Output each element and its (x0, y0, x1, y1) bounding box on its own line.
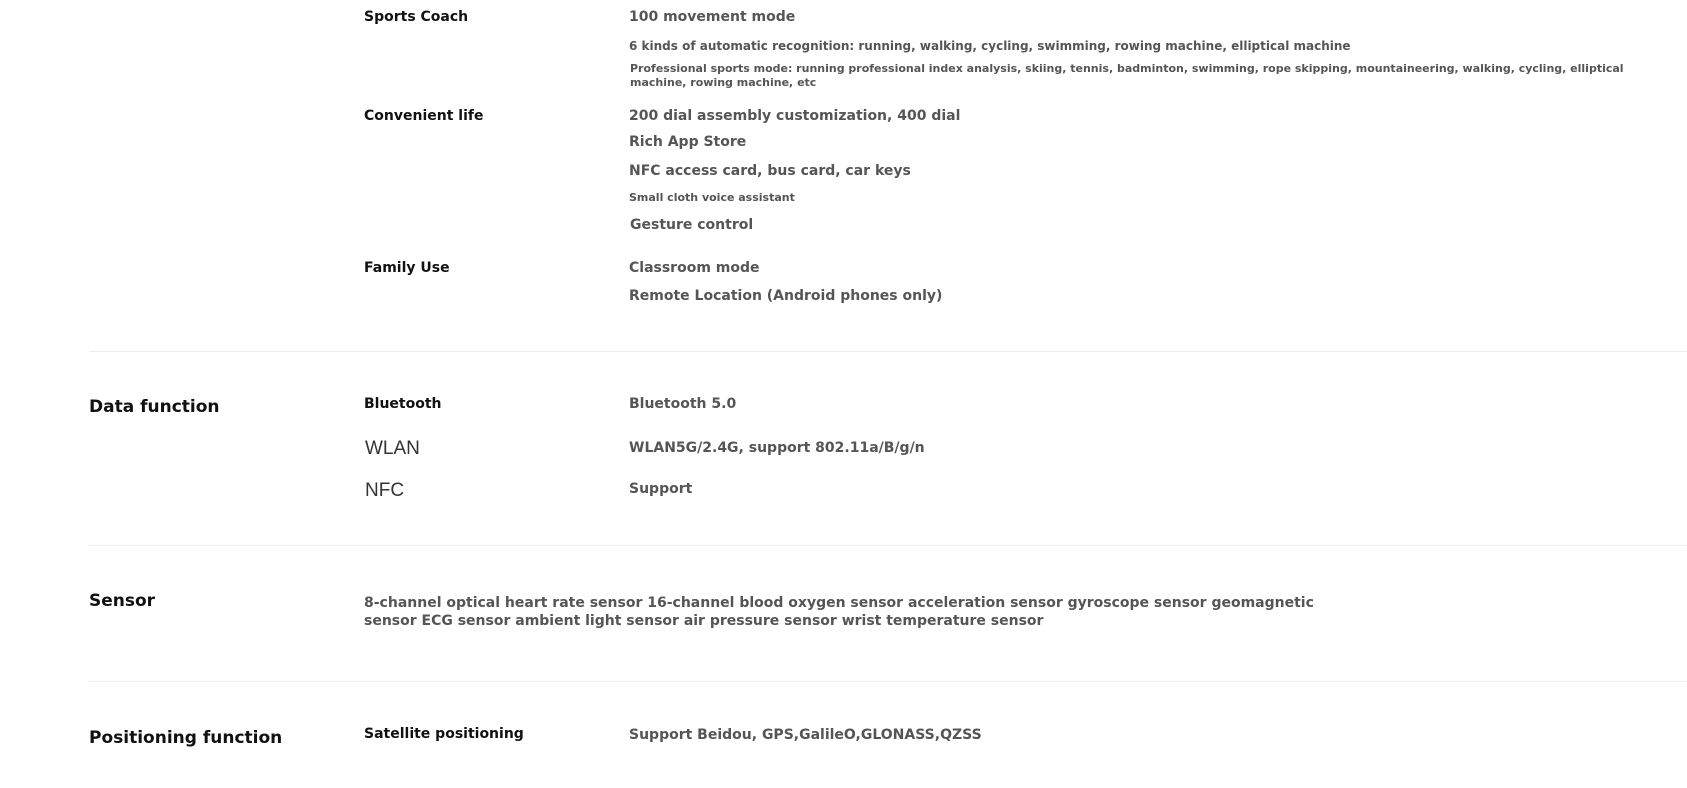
convenient-life-value-voice: Small cloth voice assistant (629, 191, 795, 204)
section-divider (89, 545, 1687, 546)
positioning-function-title: Positioning function (89, 728, 283, 748)
sports-coach-value-recognition: 6 kinds of automatic recognition: running, walking, cycling, swimming, rowing machine, elliptical machine (629, 39, 1351, 53)
bluetooth-label: Bluetooth (364, 396, 442, 412)
convenient-life-value-nfc: NFC access card, bus card, car keys (629, 163, 911, 179)
nfc-label: NFC (365, 480, 405, 501)
convenient-life-value-appstore: Rich App Store (629, 134, 747, 150)
data-function-title: Data function (89, 397, 220, 417)
convenient-life-value-dial: 200 dial assembly customization, 400 dial (629, 108, 961, 124)
section-divider (89, 681, 1687, 682)
family-use-value-location: Remote Location (Android phones only) (629, 288, 943, 304)
sports-coach-value-modes: 100 movement mode (629, 9, 796, 25)
convenient-life-label: Convenient life (364, 108, 484, 124)
bluetooth-value: Bluetooth 5.0 (629, 396, 737, 412)
wlan-value: WLAN5G/2.4G, support 802.11a/B/g/n (629, 440, 925, 456)
sports-coach-value-professional: Professional sports mode: running professional index analysis, skiing, tennis, badminton, swimming, rope skipping, mountaineering, walking, cycling, elliptical machine, rowing machine, etc (630, 62, 1624, 89)
sports-coach-label: Sports Coach (364, 9, 469, 25)
satellite-positioning-value: Support Beidou, GPS,GalileO,GLONASS,QZSS (629, 727, 982, 743)
family-use-label: Family Use (364, 260, 450, 276)
satellite-positioning-label: Satellite positioning (364, 726, 524, 742)
family-use-value-classroom: Classroom mode (629, 260, 760, 276)
sensor-value: 8-channel optical heart rate sensor 16-channel blood oxygen sensor acceleration sensor gyroscope sensor geomagnetic sensor ECG sensor ambient light sensor air pressure sensor wrist temperature sensor (364, 595, 1314, 629)
wlan-label: WLAN (365, 438, 420, 459)
convenient-life-value-gesture: Gesture control (630, 217, 754, 233)
sensor-title: Sensor (89, 591, 156, 611)
section-divider (89, 351, 1687, 352)
nfc-value: Support (629, 481, 693, 497)
